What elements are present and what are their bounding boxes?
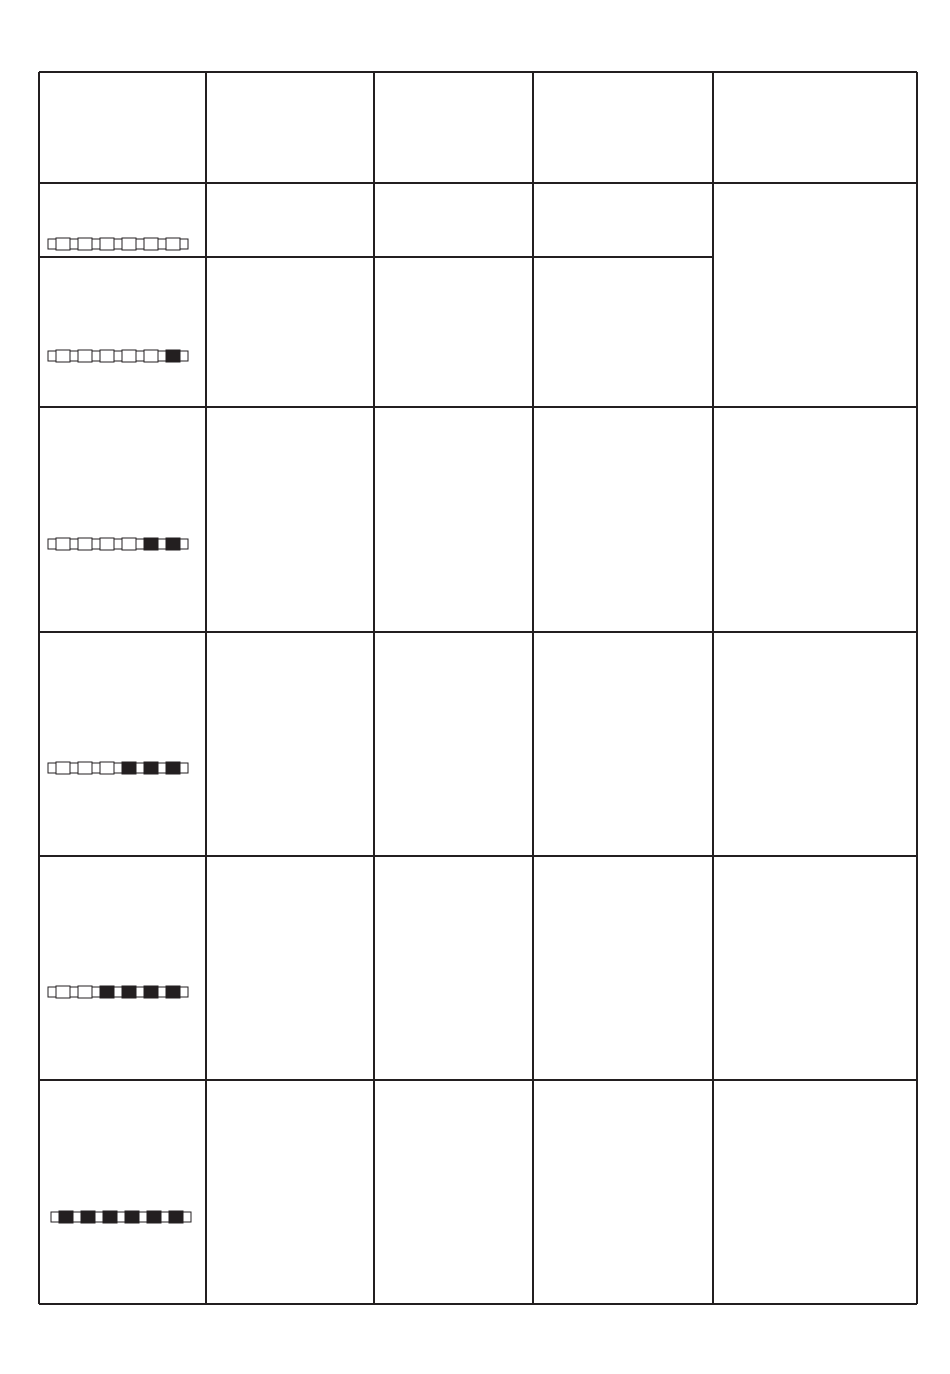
empty-square (100, 762, 114, 774)
empty-square (56, 538, 70, 550)
pattern-link (136, 987, 144, 997)
pattern-link (73, 1212, 81, 1222)
pattern-link (48, 987, 56, 997)
filled-square (166, 538, 180, 550)
pattern-link (117, 1212, 125, 1222)
pattern-link (114, 239, 122, 249)
empty-square (78, 538, 92, 550)
filled-square (122, 986, 136, 998)
pattern-link (92, 351, 100, 361)
pattern-link (180, 987, 188, 997)
empty-square (56, 986, 70, 998)
pattern-strip (47, 985, 190, 997)
pattern-link (70, 763, 78, 773)
empty-square (78, 762, 92, 774)
pattern-strip-graphic (47, 537, 190, 551)
pattern-link (158, 763, 166, 773)
pattern-link (139, 1212, 147, 1222)
header-cell (376, 74, 531, 181)
pattern-link (158, 239, 166, 249)
filled-square (166, 762, 180, 774)
pattern-link (70, 351, 78, 361)
pattern-strip-graphic (47, 237, 190, 251)
filled-square (166, 350, 180, 362)
pattern-link (48, 351, 56, 361)
pattern-link (158, 351, 166, 361)
pattern-link (136, 539, 144, 549)
pattern-link (158, 987, 166, 997)
pattern-link (183, 1212, 191, 1222)
pattern-strip (47, 761, 190, 773)
pattern-link (180, 539, 188, 549)
pattern-strip (50, 1210, 193, 1222)
pattern-link (136, 239, 144, 249)
pattern-link (70, 987, 78, 997)
filled-square (144, 762, 158, 774)
pattern-link (114, 351, 122, 361)
filled-square (166, 986, 180, 998)
filled-square (59, 1211, 73, 1223)
empty-square (144, 238, 158, 250)
empty-square (100, 238, 114, 250)
pattern-link (51, 1212, 59, 1222)
filled-square (169, 1211, 183, 1223)
empty-square (144, 350, 158, 362)
empty-square (122, 538, 136, 550)
pattern-link (136, 763, 144, 773)
pattern-link (180, 763, 188, 773)
empty-square (100, 538, 114, 550)
pattern-strip (47, 237, 190, 249)
empty-square (78, 986, 92, 998)
empty-square (166, 238, 180, 250)
pattern-strip-graphic (47, 761, 190, 775)
empty-square (56, 762, 70, 774)
empty-square (56, 350, 70, 362)
pattern-link (48, 239, 56, 249)
pattern-link (180, 351, 188, 361)
pattern-link (95, 1212, 103, 1222)
pattern-strip (47, 349, 190, 361)
empty-square (100, 350, 114, 362)
filled-square (122, 762, 136, 774)
filled-square (144, 538, 158, 550)
empty-square (78, 238, 92, 250)
pattern-link (92, 239, 100, 249)
pattern-strip-graphic (47, 349, 190, 363)
pattern-strip (47, 537, 190, 549)
filled-square (125, 1211, 139, 1223)
filled-square (103, 1211, 117, 1223)
empty-square (122, 238, 136, 250)
filled-square (144, 986, 158, 998)
pattern-link (70, 539, 78, 549)
header-cell (715, 74, 915, 181)
filled-square (147, 1211, 161, 1223)
pattern-strip-graphic (50, 1210, 193, 1224)
pattern-link (114, 539, 122, 549)
pattern-link (48, 763, 56, 773)
pattern-link (158, 539, 166, 549)
empty-square (78, 350, 92, 362)
pattern-link (92, 539, 100, 549)
header-cell (535, 74, 711, 181)
pattern-strip-graphic (47, 985, 190, 999)
pattern-link (48, 539, 56, 549)
filled-square (81, 1211, 95, 1223)
pattern-link (92, 987, 100, 997)
pattern-link (92, 763, 100, 773)
pattern-link (180, 239, 188, 249)
header-cell (41, 74, 204, 181)
pattern-link (70, 239, 78, 249)
pattern-link (136, 351, 144, 361)
empty-square (56, 238, 70, 250)
header-cell (208, 74, 372, 181)
filled-square (100, 986, 114, 998)
pattern-link (161, 1212, 169, 1222)
empty-square (122, 350, 136, 362)
pattern-link (114, 987, 122, 997)
pattern-link (114, 763, 122, 773)
